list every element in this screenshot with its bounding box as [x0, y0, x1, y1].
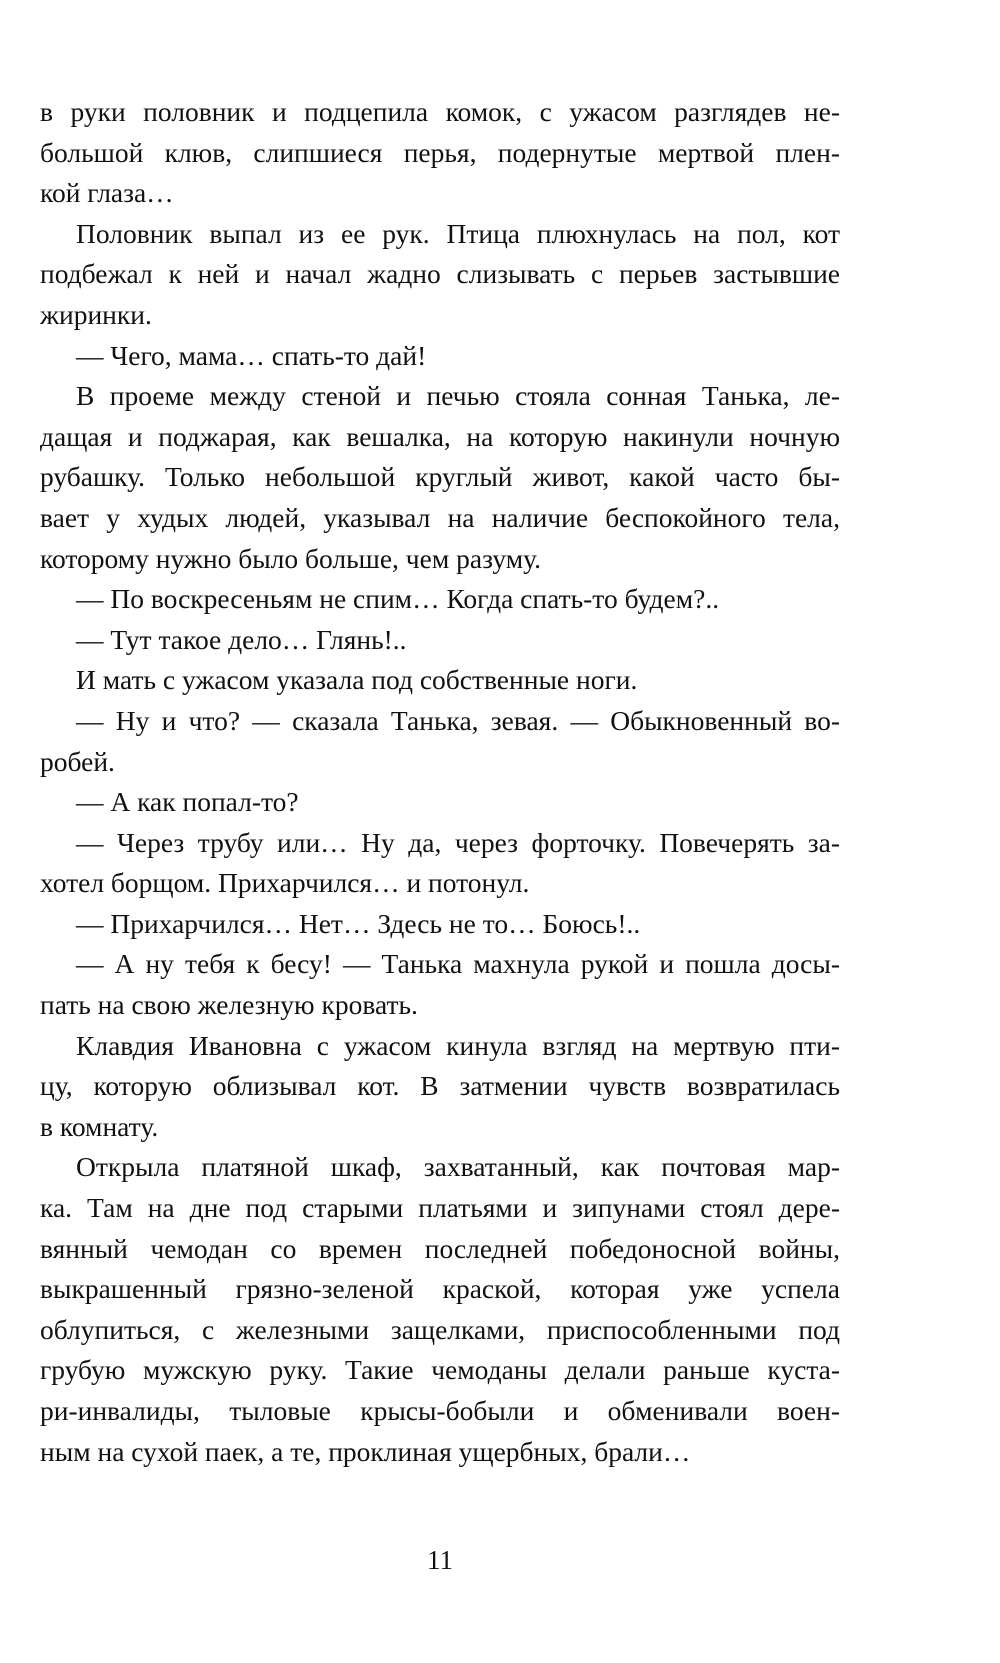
text-line: Открыла платяной шкаф, захватанный, как почтовая мар- — [76, 1151, 840, 1183]
text-line: вянный чемодан со времен последней победоносной войны, — [40, 1232, 840, 1264]
text-line: хотел борщом. Прихарчился… и потонул. — [40, 867, 530, 899]
text-line: грубую мужскую руку. Такие чемоданы делали раньше куста- — [40, 1354, 840, 1386]
text-line: дащая и поджарая, как вешалка, на которую накинули ночную — [40, 420, 840, 452]
text-line: ка. Там на дне под старыми платьями и зипунами стоял дере- — [40, 1192, 840, 1224]
text-line: в комнату. — [40, 1110, 159, 1142]
text-line: ным на сухой паек, а те, проклиная ущербных, брали… — [40, 1435, 691, 1467]
text-line: — Через трубу или… Ну да, через форточку. Повечерять за- — [76, 826, 840, 858]
text-line: Клавдия Ивановна с ужасом кинула взгляд на мертвую пти- — [76, 1029, 840, 1061]
text-line: большой клюв, слипшиеся перья, подернутые мертвой плен- — [40, 136, 840, 168]
text-line: — А ну тебя к бесу! — Танька махнула рукой и пошла досы- — [76, 948, 840, 980]
text-line: — Тут такое дело… Глянь!.. — [76, 623, 407, 655]
text-line: жиринки. — [40, 298, 152, 330]
text-line: — По воскресеньям не спим… Когда спать-то будем?.. — [76, 583, 720, 615]
body-text — [40, 92, 840, 1472]
page-number: 11 — [427, 1545, 453, 1575]
text-line: робей. — [40, 745, 115, 777]
text-line: цу, которую облизывал кот. В затмении чувств возвратилась — [40, 1070, 840, 1102]
text-line: — Чего, мама… спать-то дай! — [76, 339, 427, 371]
text-line: ри-инвалиды, тыловые крысы-бобыли и обменивали воен- — [40, 1395, 840, 1426]
text-line: пать на свою железную кровать. — [40, 989, 418, 1021]
text-line: выкрашенный грязно-зеленой краской, которая уже успела — [40, 1273, 840, 1305]
text-line: которому нужно было больше, чем разуму. — [40, 542, 542, 574]
text-line: Половник выпал из ее рук. Птица плюхнулась на пол, кот — [76, 217, 840, 249]
text-line: подбежал к ней и начал жадно слизывать с перьев застывшие — [40, 258, 840, 290]
text-line: кой глаза… — [40, 177, 174, 209]
text-line: — А как попал-то? — [76, 786, 299, 818]
text-line: И мать с ужасом указала под собственные ноги. — [76, 664, 638, 696]
text-line: рубашку. Только небольшой круглый живот, какой часто бы- — [40, 461, 840, 493]
text-line: — Прихарчился… Нет… Здесь не то… Боюсь!.. — [76, 907, 641, 939]
text-line: облупиться, с железными защелками, приспособленными под — [40, 1313, 840, 1345]
text-line: в руки половник и подцепила комок, с ужасом разглядев не- — [40, 96, 840, 127]
text-line: вает у худых людей, указывал на наличие беспокойного тела, — [40, 501, 840, 533]
text-line: — Ну и что? — сказала Танька, зевая. — Обыкновенный во- — [76, 704, 840, 736]
text-line: В проеме между стеной и печью стояла сонная Танька, ле- — [76, 380, 840, 412]
